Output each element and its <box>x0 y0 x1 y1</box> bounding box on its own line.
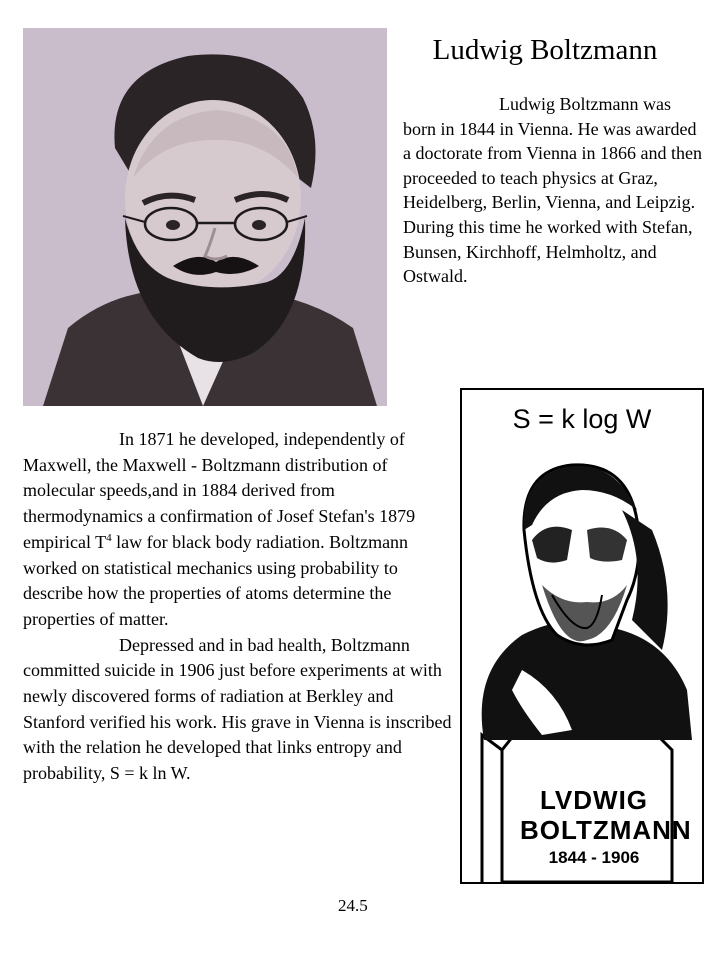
grave-formula-inscription: S = k log W <box>512 404 652 434</box>
bio-body <box>23 427 453 787</box>
grave-name-line-2: BOLTZMANN <box>520 815 692 845</box>
bio-paragraph-1 <box>23 427 453 633</box>
superscript-exponent: 4 <box>106 531 112 544</box>
grave-photo <box>460 388 704 884</box>
page-title: Ludwig Boltzmann <box>432 34 658 66</box>
grave-years-inscription: 1844 - 1906 <box>548 848 640 867</box>
bio-paragraph-1-text-a: In 1871 he developed, independently of Maxwell, the Maxwell - Boltzmann distribution of molecular speeds,and in 1884 derived from thermodynamics a confirmation of Josef Stefan's 1879 empirical T <box>23 429 416 552</box>
grave-name-line-1: LVDWIG <box>539 785 649 815</box>
page-number: 24.5 <box>338 896 368 915</box>
boltzmann-portrait-photo <box>23 28 387 406</box>
bio-intro-paragraph: Ludwig Boltzmann was born in 1844 in Vienna. He was awarded a doctorate from Vienna in 1866 and then proceeded to teach physics at Graz, Heidelberg, Berlin, Vienna, and Leipzig. During this time he worked with Stefan, Bunsen, Kirchhoff, Helmholtz, and Ostwald. <box>403 94 702 287</box>
bio-paragraph-1-text-b: law for black body radiation. Boltzmann worked on statistical mechanics using probability to describe how the properties of atoms determine the properties of matter. <box>23 531 409 629</box>
bio-paragraph-2: Depressed and in bad health, Boltzmann committed suicide in 1906 just before experiments at with newly discovered forms of radiation at Berkley and Stanford verified his work. His grave in Vienna is inscribed with the relation he developed that links entropy and probability, S = k ln W. <box>23 634 452 784</box>
grave-name-inscription <box>520 785 692 845</box>
portrait-illustration <box>23 28 387 406</box>
